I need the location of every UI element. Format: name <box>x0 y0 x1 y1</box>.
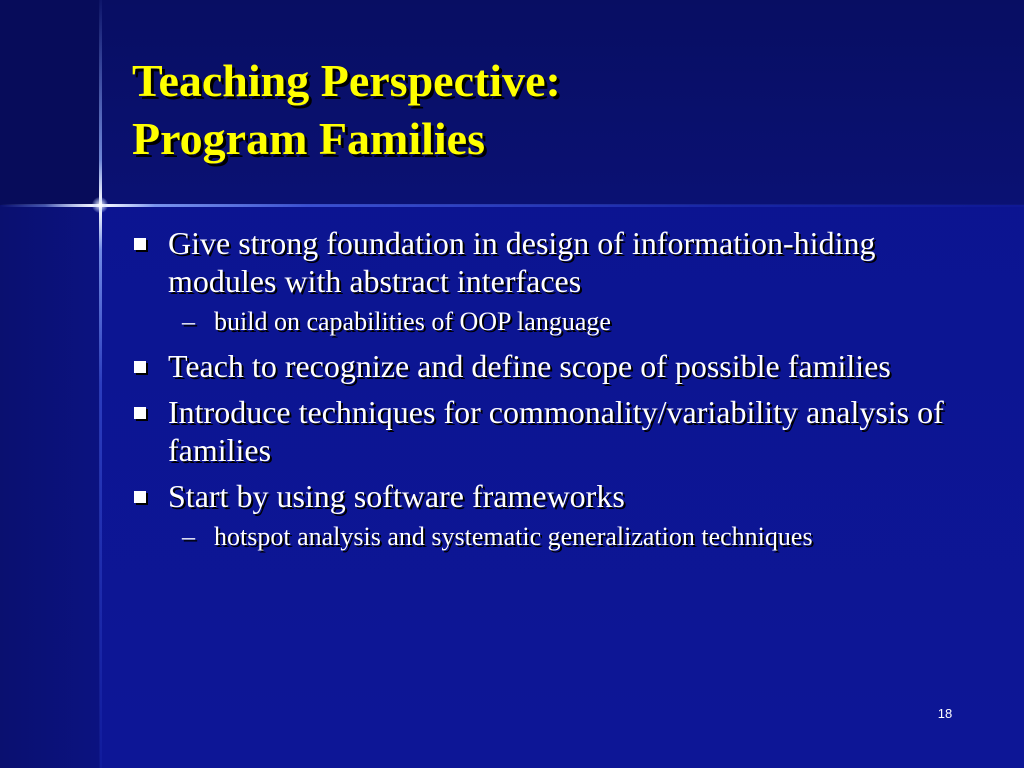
dash-marker: – <box>182 307 195 336</box>
square-bullet-icon <box>134 491 146 503</box>
slide-title <box>132 52 561 168</box>
square-bullet-icon <box>134 361 146 373</box>
slide-title-line-1: Teaching Perspective: <box>132 55 561 106</box>
dash-marker: – <box>182 522 195 551</box>
corner-panel <box>0 0 100 205</box>
sparkle-glow <box>92 197 108 213</box>
slide-title-line-2: Program Families <box>132 113 485 164</box>
sub-bullet-text: build on capabilities of OOP language <box>214 307 611 336</box>
square-bullet-icon <box>134 238 146 250</box>
page-number: 18 <box>937 706 953 721</box>
bullet-item <box>132 224 982 300</box>
sub-bullet-item <box>132 306 982 337</box>
sub-bullet-text: hotspot analysis and systematic generalization techniques <box>214 522 813 551</box>
sub-bullet-item <box>132 521 982 552</box>
bullet-text: Introduce techniques for commonality/variability analysis of families <box>168 394 944 468</box>
bullet-text: Start by using software frameworks <box>168 478 625 514</box>
bullet-text: Teach to recognize and define scope of possible families <box>168 348 891 384</box>
bullet-item <box>132 393 982 469</box>
bullet-item <box>132 347 982 385</box>
vertical-rule <box>99 0 102 768</box>
bullet-text: Give strong foundation in design of information-hiding modules with abstract interfaces <box>168 225 876 299</box>
bullet-item <box>132 477 982 515</box>
bullet-list <box>132 224 982 562</box>
square-bullet-icon <box>134 407 146 419</box>
